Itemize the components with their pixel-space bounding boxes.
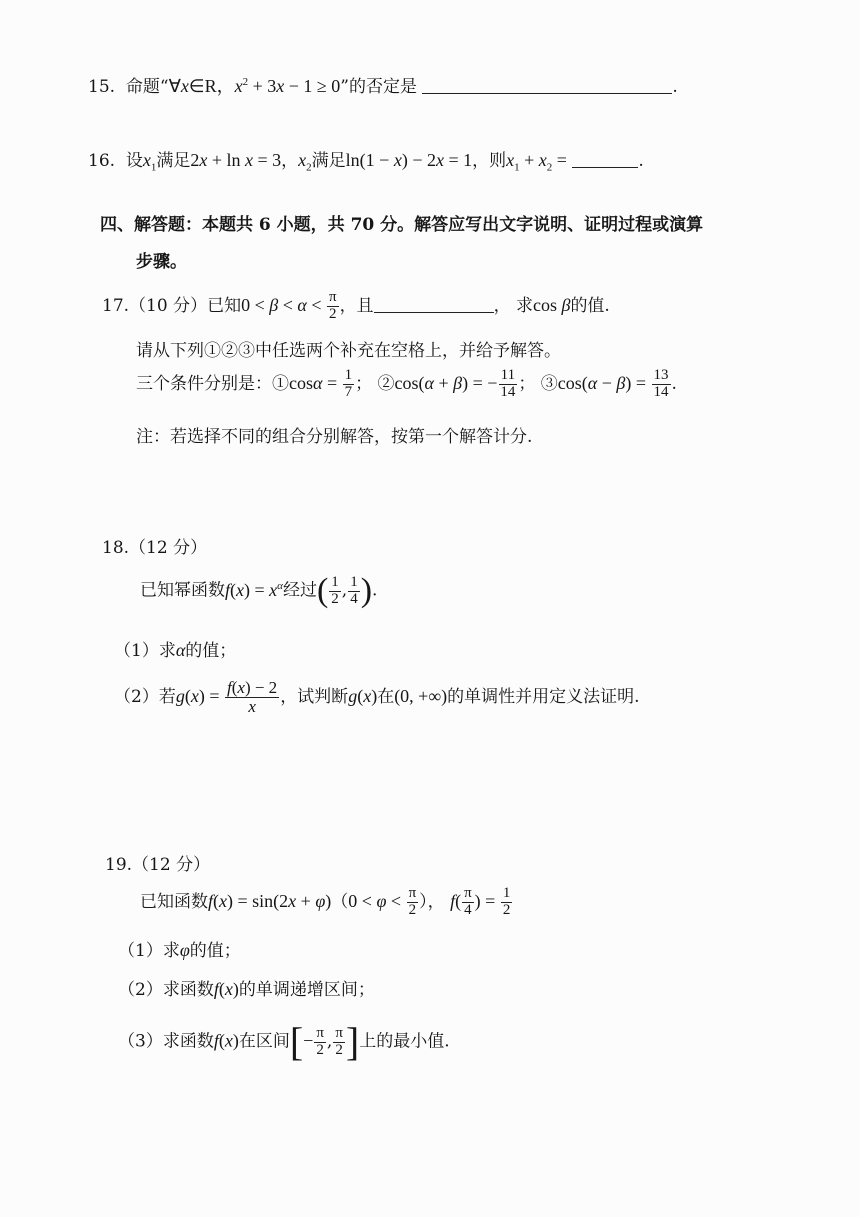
question-17: 17.（10 分）已知0 < β < α < $\frac{\pi}{2}$ ，且 ， 求cos β的值. — [102, 289, 610, 322]
q18-part-2: （2）若g(x) = $\frac{f(x) - 2}{x}$ ，试判断g(x)在(0, +∞)的单调性并用定义法证明. — [114, 678, 640, 716]
note: 注：若选择不同的组合分别解答，按第一个解答计分. — [136, 427, 533, 447]
answer-blank[interactable] — [422, 75, 672, 94]
formula: 0 < β < α < — [241, 294, 326, 315]
condition-1: ① — [272, 373, 289, 394]
formula: ∀x∈R，$x^2 + 3x - 1 \ge 0$ — [168, 76, 341, 96]
section-heading: 四、解答题：本题共 6 小题，共 70 分。解答应写出文字说明、证明过程或演算 — [100, 215, 704, 235]
condition-blank[interactable] — [374, 294, 494, 313]
conditions: 三个条件分别是：①cosα = $\frac{1}{7}$ ； ②cos(α + β) = − $\frac{11}{14}$ ； ③cos(α − β) = $\frac{13}{14}$ . — [136, 367, 677, 400]
q18-part-1: （1）求α的值； — [114, 640, 237, 661]
q19-part-2: （2）求函数f(x)的单调递增区间； — [118, 979, 375, 1000]
q19-part-1: （1）求φ的值； — [118, 940, 241, 961]
q18-stem: 已知幂函数$f(x) = x^\alpha$经过( $\frac{1}{2}$ , $\frac{1}{4}$ ). — [140, 572, 378, 609]
question-16: 16. 设$x_1$满足2x + ln x = 3，$x_2$满足ln(1 − x) − 2x = 1，则$x_1 + x_2$ = . — [88, 150, 644, 174]
formula: 2x + ln x = 3 — [190, 150, 282, 170]
score: （12 分） — [129, 538, 208, 558]
question-number: 16. — [88, 151, 116, 171]
formula: ln(1 − x) − 2x = 1 — [345, 150, 473, 170]
score: （10 分） — [129, 295, 208, 316]
question-number: 19. — [105, 855, 133, 875]
question-15: 15. 命题“∀x∈R，$x^2 + 3x - 1 \ge 0$”的否定是 . — [88, 76, 678, 97]
question-19 — [105, 850, 210, 875]
question-number: 15. — [88, 77, 116, 97]
condition-3: ③ — [540, 373, 558, 394]
q19-part-3: （3）求函数f(x)在区间[− $\frac{\pi}{2}$ , $\frac{\pi}{2}$ ]上的最小值. — [118, 1019, 450, 1064]
answer-blank[interactable] — [572, 149, 638, 168]
q19-stem: 已知函数f(x) = sin(2x + φ)（0 < φ < $\frac{\pi}{2}$ ）， f( $\frac{\pi}{4}$ ) = $\frac{1}{2}$ — [140, 885, 511, 918]
question-18 — [102, 533, 207, 558]
section-heading-cont: 步骤。 — [136, 252, 187, 272]
condition-2: ② — [377, 373, 395, 394]
question-number: 18. — [102, 538, 130, 558]
question-number: 17. — [102, 295, 130, 316]
score: （12 分） — [132, 855, 211, 875]
instruction: 请从下列①②③中任选两个补充在空格上，并给予解答。 — [136, 341, 561, 361]
